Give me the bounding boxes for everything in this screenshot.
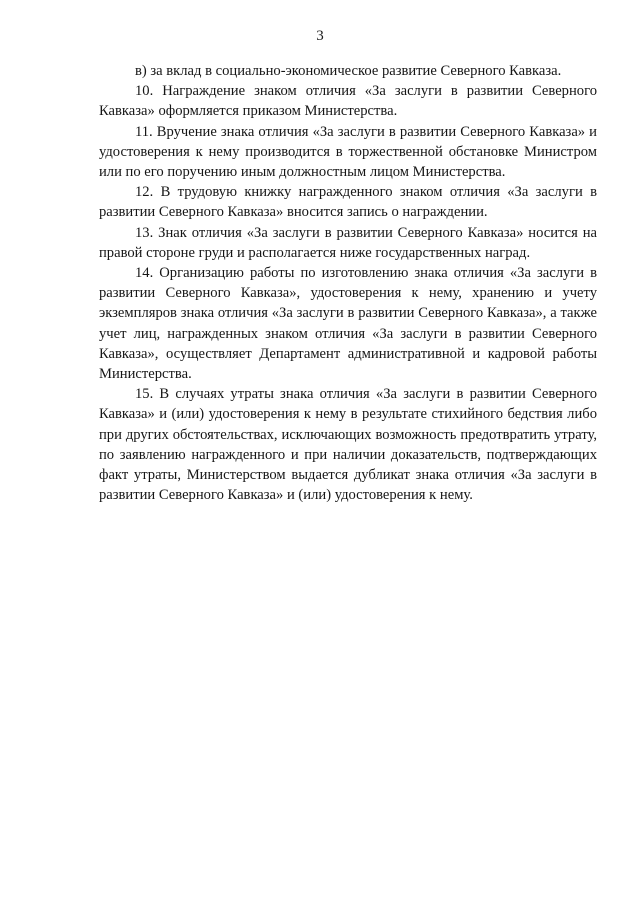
paragraph-15: 15. В случаях утраты знака отличия «За заслуги в развитии Северного Кавказа» и (или) удостоверения к нему в результате стихийного бедствия либо при других обстоятельствах, исключающих возможность предотвратить утрату, по заявлению награжденного и при наличии доказательств, подтверждающих факт утраты, Министерством выдается дубликат знака отличия «За заслуги в развитии Северного Кавказа» и (или) удостоверения к нему. — [99, 386, 597, 504]
paragraph-13: 13. Знак отличия «За заслуги в развитии Северного Кавказа» носится на правой стороне груди и располагается ниже государственных наград. — [99, 224, 597, 261]
page-number: 3 — [316, 28, 324, 44]
paragraph-10: 10. Награждение знаком отличия «За заслуги в развитии Северного Кавказа» оформляется приказом Министерства. — [99, 83, 597, 120]
paragraph-12: 12. В трудовую книжку награжденного знаком отличия «За заслуги в развитии Северного Кавказа» вносится запись о награждении. — [99, 184, 597, 221]
paragraph-14: 14. Организацию работы по изготовлению знака отличия «За заслуги в развитии Северного Кавказа», удостоверения к нему, хранению и учету экземпляров знака отличия «За заслуги в развитии Северного Кавказа», а также учет лиц, награжденных знаком отличия «За заслуги в развитии Северного Кавказа», осуществляет Департамент административной и кадровой работы Министерства. — [99, 265, 597, 383]
document-body — [99, 61, 597, 505]
paragraph-item-v: в) за вклад в социально-экономическое развитие Северного Кавказа. — [135, 63, 562, 79]
paragraph-11: 11. Вручение знака отличия «За заслуги в развитии Северного Кавказа» и удостоверения к нему производится в торжественной обстановке Министром или по его поручению иным должностным лицом Министерства. — [99, 123, 597, 181]
